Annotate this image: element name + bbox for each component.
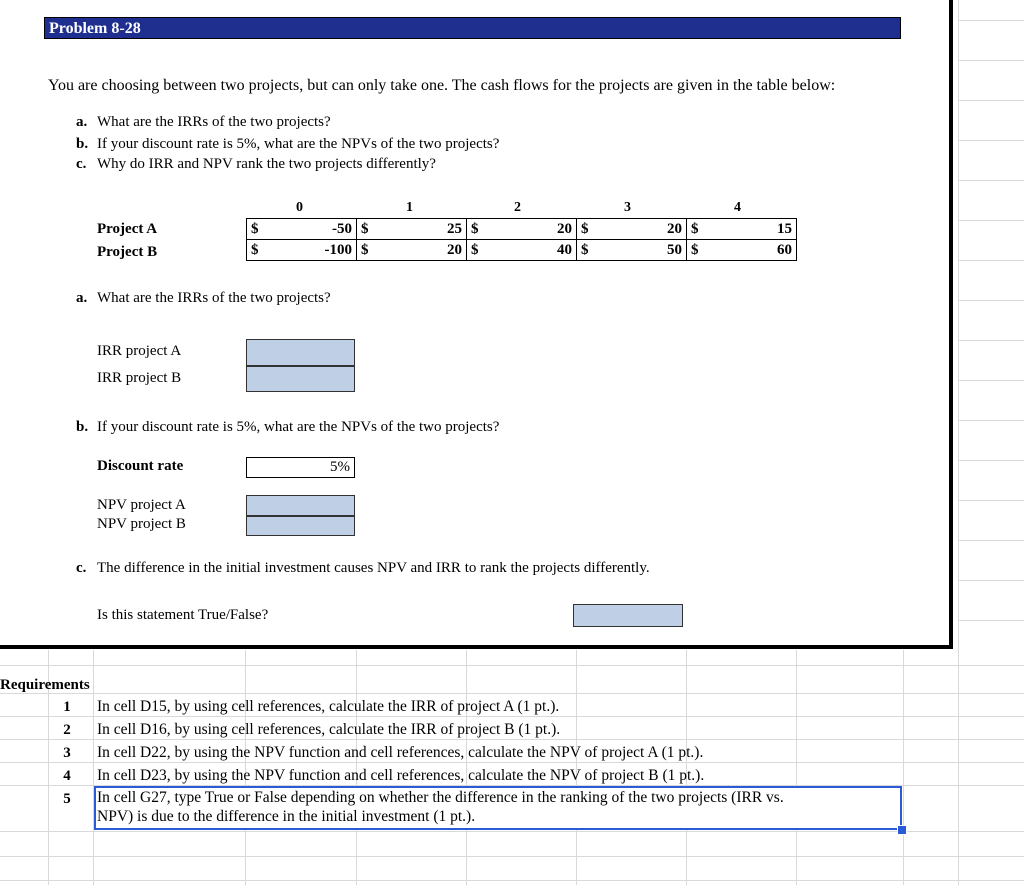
row-label-project-b: Project B [97,244,158,260]
part-a-letter: a. [76,290,88,306]
part-a-text: What are the IRRs of the two projects? [97,290,331,306]
question-letter: a. [76,114,88,130]
cashflow-cell[interactable]: 40 [493,240,577,261]
cashflow-table [246,218,797,261]
requirement-text[interactable]: In cell D15, by using cell references, calculate the IRR of project A (1 pt.). [97,698,560,715]
true-false-input[interactable] [573,604,683,627]
requirement-number: 2 [63,722,71,738]
true-false-question: Is this statement True/False? [97,607,269,623]
npv-b-label: NPV project B [97,516,186,532]
requirement-text[interactable]: In cell G27, type True or False depending on whether the difference in the ranking of the two projects (IRR vs. [97,789,784,806]
fill-handle[interactable] [897,825,907,835]
question-text: Why do IRR and NPV rank the two projects differently? [97,156,436,172]
currency-cell[interactable]: $ [577,219,603,240]
irr-a-input[interactable] [246,339,355,366]
row-label-project-a: Project A [97,221,158,237]
cashflow-cell[interactable]: 15 [713,219,797,240]
cashflow-cell[interactable]: 20 [603,219,687,240]
currency-cell[interactable]: $ [577,240,603,261]
table-row [247,219,797,240]
requirement-number: 5 [63,791,71,807]
requirement-text[interactable]: In cell D16, by using cell references, calculate the IRR of project B (1 pt.). [97,721,561,738]
period-header: 2 [514,200,521,215]
part-b-text: If your discount rate is 5%, what are the NPVs of the two projects? [97,419,500,435]
currency-cell[interactable]: $ [247,219,273,240]
part-b-letter: b. [76,419,89,435]
discount-rate-cell[interactable]: 5% [246,457,355,478]
cashflow-cell[interactable]: 20 [383,240,467,261]
problem-title: Problem 8-28 [44,17,901,39]
currency-cell[interactable]: $ [247,240,273,261]
discount-rate-label: Discount rate [97,458,184,474]
cashflow-cell[interactable]: -50 [273,219,357,240]
requirement-text[interactable]: In cell D22, by using the NPV function and cell references, calculate the NPV of project A (1 pt.). [97,744,704,761]
irr-b-input[interactable] [246,366,355,392]
part-c-text: The difference in the initial investment causes NPV and IRR to rank the projects differently. [97,560,650,576]
currency-cell[interactable]: $ [687,240,713,261]
currency-cell[interactable]: $ [467,240,493,261]
question-text: What are the IRRs of the two projects? [97,114,331,130]
currency-cell[interactable]: $ [467,219,493,240]
cashflow-cell[interactable]: 25 [383,219,467,240]
npv-b-input[interactable] [246,516,355,536]
intro-text: You are choosing between two projects, but can only take one. The cash flows for the projects are given in the table below: [48,77,836,94]
requirements-title: Requirements [0,677,90,693]
cashflow-cell[interactable]: -100 [273,240,357,261]
period-header: 1 [406,200,413,215]
irr-b-label: IRR project B [97,370,182,386]
npv-a-label: NPV project A [97,497,186,513]
period-header: 4 [734,200,741,215]
requirement-number: 4 [63,768,71,784]
part-c-letter: c. [76,560,87,576]
npv-a-input[interactable] [246,495,355,516]
cashflow-cell[interactable]: 50 [603,240,687,261]
requirement-number: 3 [63,745,71,761]
cashflow-cell[interactable]: 60 [713,240,797,261]
requirement-text-continued[interactable]: NPV) is due to the difference in the initial investment (1 pt.). [97,808,476,825]
period-header: 3 [624,200,631,215]
question-letter: c. [76,156,87,172]
requirement-number: 1 [63,699,71,715]
irr-a-label: IRR project A [97,343,182,359]
question-text: If your discount rate is 5%, what are the NPVs of the two projects? [97,136,500,152]
cashflow-cell[interactable]: 20 [493,219,577,240]
currency-cell[interactable]: $ [687,219,713,240]
table-row [247,240,797,261]
period-header: 0 [296,200,303,215]
currency-cell[interactable]: $ [357,219,383,240]
currency-cell[interactable]: $ [357,240,383,261]
requirement-text[interactable]: In cell D23, by using the NPV function and cell references, calculate the NPV of project B (1 pt.). [97,767,705,784]
question-letter: b. [76,136,89,152]
